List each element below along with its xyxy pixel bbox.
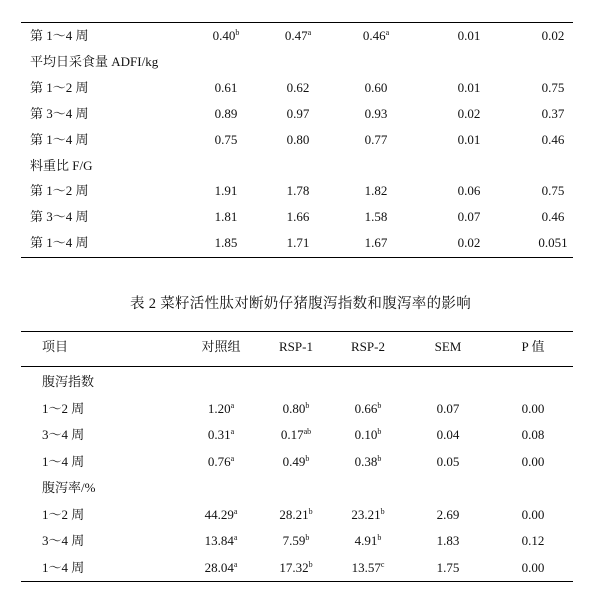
significance-superscript: b <box>377 427 382 436</box>
significance-superscript: a <box>307 28 312 37</box>
cell-value: 0.00 <box>521 559 545 575</box>
row-label: 第 3～4 周 <box>30 209 89 225</box>
table-section-row <box>0 477 601 499</box>
significance-superscript: a <box>385 28 390 37</box>
significance-superscript: a <box>230 400 235 410</box>
table-row <box>0 206 601 228</box>
table-cell <box>205 557 238 579</box>
cell-value: 0.10 <box>354 427 378 442</box>
table-row <box>0 504 601 526</box>
table-cell <box>208 398 234 420</box>
table-cell <box>542 206 565 228</box>
significance-superscript: ab <box>303 427 312 436</box>
table-2-header-row <box>0 336 601 358</box>
cell-value: 0.01 <box>457 131 481 147</box>
significance-superscript: b <box>235 28 240 37</box>
cell-value: 0.47 <box>284 28 308 43</box>
table-cell <box>522 398 545 420</box>
table-1-bottom-rule <box>21 257 573 258</box>
cell-value: 0.75 <box>541 183 565 199</box>
table-cell <box>365 180 388 202</box>
cell-value: 0.49 <box>282 453 306 469</box>
table-cell <box>355 530 382 552</box>
significance-superscript: b <box>308 559 313 569</box>
cell-value: 7.59 <box>282 533 306 548</box>
cell-value: 0.37 <box>541 105 565 121</box>
cell-value: 0.75 <box>214 131 238 147</box>
table-cell <box>458 232 481 254</box>
header-item: 项目 <box>42 339 69 354</box>
cell-value: 0.40 <box>212 28 236 43</box>
header-control: 对照组 <box>201 339 241 354</box>
significance-superscript: c <box>380 559 385 569</box>
table-cell <box>458 129 481 151</box>
cell-value: 13.84 <box>204 533 234 548</box>
table-cell <box>522 557 545 579</box>
row-label: 1～2 周 <box>42 400 85 416</box>
significance-superscript: b <box>305 453 310 463</box>
cell-value: 0.80 <box>282 400 306 416</box>
table-row <box>0 180 601 202</box>
cell-value: 0.93 <box>364 105 388 121</box>
table-cell <box>458 103 481 125</box>
cell-value: 0.46 <box>362 28 386 43</box>
cell-value: 1.85 <box>214 235 238 251</box>
cell-value: 0.17 <box>280 427 304 442</box>
cell-value: 0.06 <box>457 183 481 199</box>
table-cell <box>522 451 545 473</box>
row-label: 3～4 周 <box>42 533 85 548</box>
table-cell <box>458 180 481 202</box>
significance-superscript: b <box>377 400 382 410</box>
cell-value: 0.66 <box>354 400 378 416</box>
table-cell <box>522 424 545 446</box>
cell-value: 0.61 <box>214 79 238 95</box>
cell-value: 0.01 <box>457 28 481 43</box>
cell-value: 1.67 <box>364 235 388 251</box>
row-label: 第 1～2 周 <box>30 79 89 95</box>
significance-superscript: a <box>230 427 235 436</box>
table-cell <box>215 77 238 99</box>
table-cell <box>522 530 545 552</box>
table-2-caption: 表 2 菜籽活性肽对断奶仔猪腹泻指数和腹泻率的影响 <box>130 296 471 312</box>
table-cell <box>542 180 565 202</box>
cell-value: 0.89 <box>214 105 238 121</box>
header-rsp2: RSP-2 <box>351 339 385 354</box>
table-cell <box>285 25 311 47</box>
table-cell <box>213 25 240 47</box>
cell-value: 0.02 <box>457 105 481 121</box>
cell-value: 4.91 <box>354 533 378 548</box>
table-cell <box>365 206 388 228</box>
significance-superscript: a <box>233 506 238 516</box>
cell-value: 0.12 <box>521 533 545 548</box>
cell-value: 0.07 <box>436 400 460 416</box>
table-cell <box>208 424 234 446</box>
table-cell <box>355 424 382 446</box>
table-row <box>0 77 601 99</box>
table-cell <box>458 77 481 99</box>
cell-value: 0.01 <box>457 79 481 95</box>
row-label: 第 1～2 周 <box>30 183 89 199</box>
table-cell <box>352 557 385 579</box>
cell-value: 0.38 <box>354 453 378 469</box>
table-cell <box>542 77 565 99</box>
cell-value: 0.05 <box>436 453 460 469</box>
header-p-value: P 值 <box>521 339 545 354</box>
significance-superscript: a <box>233 559 238 569</box>
table-cell <box>283 530 310 552</box>
table-row <box>0 129 601 151</box>
table-cell <box>287 180 310 202</box>
table-2-header-rule <box>21 366 573 367</box>
cell-value: 44.29 <box>204 506 234 522</box>
cell-value: 0.80 <box>286 131 310 147</box>
table-row <box>0 25 601 47</box>
table-cell <box>287 129 310 151</box>
table-cell <box>542 129 565 151</box>
header-sem: SEM <box>434 339 462 354</box>
cell-value: 28.21 <box>279 506 309 522</box>
row-label: 料重比 F/G <box>30 157 93 173</box>
table-cell <box>542 103 565 125</box>
row-label: 第 1～4 周 <box>30 235 89 251</box>
table-cell <box>215 206 238 228</box>
table-row <box>0 103 601 125</box>
cell-value: 1.71 <box>286 235 310 251</box>
row-label: 3～4 周 <box>42 427 85 442</box>
table-cell <box>365 232 388 254</box>
cell-value: 28.04 <box>204 559 234 575</box>
cell-value: 0.31 <box>207 427 231 442</box>
header-rsp1: RSP-1 <box>279 339 313 354</box>
table-row <box>0 398 601 420</box>
table-cell <box>363 25 389 47</box>
table-row <box>0 557 601 579</box>
table-1-top-rule <box>21 22 573 23</box>
table-cell <box>279 557 312 579</box>
table-cell <box>355 398 382 420</box>
table-cell <box>287 103 310 125</box>
cell-value: 0.02 <box>457 235 481 251</box>
cell-value: 17.32 <box>279 559 309 575</box>
cell-value: 13.57 <box>351 559 381 575</box>
table-cell <box>287 77 310 99</box>
cell-value: 0.051 <box>538 235 568 251</box>
significance-superscript: b <box>308 506 313 516</box>
cell-value: 0.00 <box>521 506 545 522</box>
cell-value: 23.21 <box>351 506 381 522</box>
table-cell <box>365 129 388 151</box>
cell-value: 0.62 <box>286 79 310 95</box>
table-cell <box>437 398 460 420</box>
table-cell <box>215 232 238 254</box>
significance-superscript: a <box>233 533 238 542</box>
table-cell <box>287 232 310 254</box>
row-label: 1～2 周 <box>42 506 85 522</box>
cell-value: 0.07 <box>457 209 481 225</box>
cell-value: 0.46 <box>541 131 565 147</box>
table-cell <box>522 504 545 526</box>
table-cell <box>437 557 460 579</box>
table-cell <box>279 504 312 526</box>
row-label: 第 1～4 周 <box>30 131 89 147</box>
row-label: 腹泻指数 <box>42 374 95 389</box>
significance-superscript: b <box>377 533 382 542</box>
row-label: 1～4 周 <box>42 559 85 575</box>
cell-value: 1.58 <box>364 209 388 225</box>
cell-value: 0.75 <box>541 79 565 95</box>
cell-value: 1.83 <box>436 533 460 548</box>
cell-value: 0.46 <box>541 209 565 225</box>
table-cell <box>215 129 238 151</box>
table-cell <box>351 504 384 526</box>
table-section-row <box>0 51 601 73</box>
significance-superscript: b <box>305 400 310 410</box>
cell-value: 0.04 <box>436 427 460 442</box>
table-2-top-rule <box>21 331 573 332</box>
cell-value: 1.82 <box>364 183 388 199</box>
cell-value: 1.78 <box>286 183 310 199</box>
table-cell <box>215 180 238 202</box>
table-row <box>0 232 601 254</box>
table-cell <box>542 25 565 47</box>
table-cell <box>365 103 388 125</box>
cell-value: 1.81 <box>214 209 238 225</box>
cell-value: 0.00 <box>521 400 545 416</box>
table-cell <box>283 398 310 420</box>
table-row <box>0 451 601 473</box>
table-row <box>0 424 601 446</box>
cell-value: 0.00 <box>521 453 545 469</box>
table-cell <box>437 530 460 552</box>
table-row <box>0 530 601 552</box>
table-cell <box>283 451 310 473</box>
cell-value: 1.91 <box>214 183 238 199</box>
row-label: 1～4 周 <box>42 453 85 469</box>
table-cell <box>205 530 238 552</box>
table-section-row <box>0 371 601 393</box>
cell-value: 0.02 <box>541 28 565 43</box>
significance-superscript: a <box>230 453 235 463</box>
row-label: 第 1～4 周 <box>30 28 89 43</box>
row-label: 平均日采食量 ADFI/kg <box>30 53 159 69</box>
significance-superscript: b <box>305 533 310 542</box>
table-cell <box>355 451 382 473</box>
table-2-bottom-rule <box>21 581 573 582</box>
table-cell <box>437 424 460 446</box>
cell-value: 1.20 <box>207 400 231 416</box>
row-label: 腹泻率/% <box>42 480 96 495</box>
table-cell <box>437 451 460 473</box>
table-cell <box>287 206 310 228</box>
significance-superscript: b <box>377 453 382 463</box>
table-cell <box>205 504 238 526</box>
table-cell <box>281 424 311 446</box>
cell-value: 0.60 <box>364 79 388 95</box>
table-cell <box>538 232 567 254</box>
row-label: 第 3～4 周 <box>30 105 89 121</box>
cell-value: 1.66 <box>286 209 310 225</box>
significance-superscript: b <box>380 506 385 516</box>
cell-value: 2.69 <box>436 506 460 522</box>
table-cell <box>208 451 234 473</box>
table-cell <box>458 25 481 47</box>
table-section-row <box>0 155 601 177</box>
table-cell <box>458 206 481 228</box>
table-cell <box>215 103 238 125</box>
cell-value: 1.75 <box>436 559 460 575</box>
cell-value: 0.76 <box>207 453 231 469</box>
table-cell <box>365 77 388 99</box>
cell-value: 0.97 <box>286 105 310 121</box>
cell-value: 0.77 <box>364 131 388 147</box>
table-cell <box>437 504 460 526</box>
cell-value: 0.08 <box>521 427 545 442</box>
